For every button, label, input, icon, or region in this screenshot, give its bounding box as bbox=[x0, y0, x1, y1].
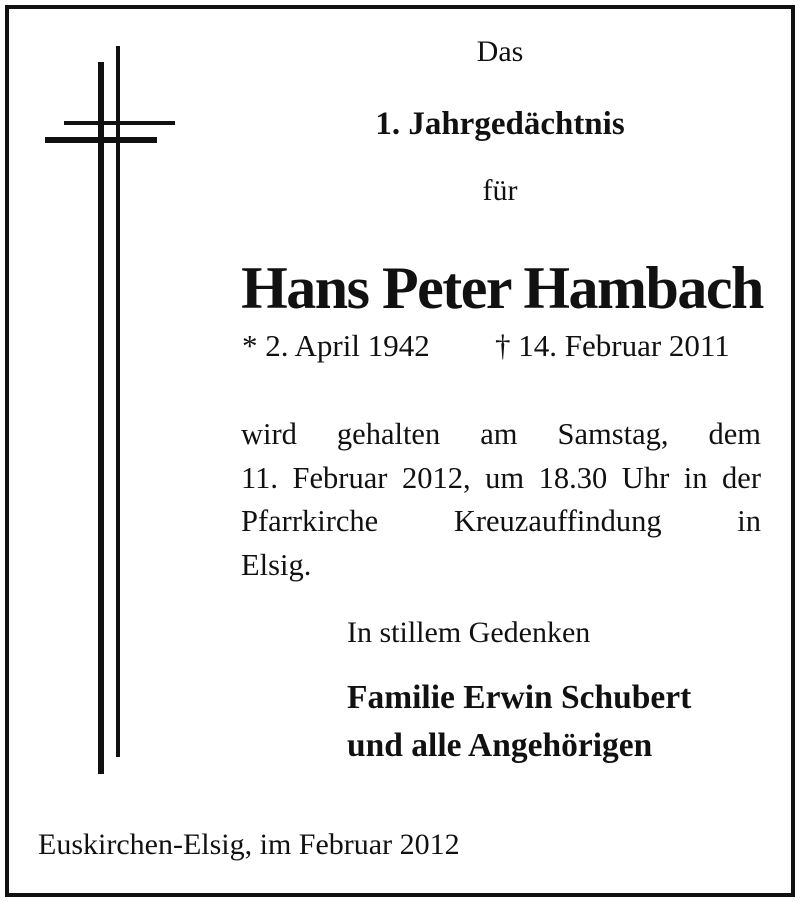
cross-front-vertical-bar bbox=[98, 62, 104, 774]
closing-phrase: In stillem Gedenken bbox=[347, 616, 591, 649]
service-details-line: Pfarrkirche Kreuzauffindung in bbox=[241, 504, 761, 538]
service-details-line: 11. Februar 2012, um 18.30 Uhr in der bbox=[241, 460, 761, 495]
intro-text: Das bbox=[476, 35, 524, 68]
family-line: Familie Erwin Schubert bbox=[347, 679, 692, 716]
place-and-date: Euskirchen-Elsig, im Februar 2012 bbox=[38, 828, 460, 861]
service-details bbox=[241, 413, 761, 587]
service-details-line: Elsig. bbox=[241, 547, 312, 582]
for-text: für bbox=[482, 174, 518, 207]
birth-date: * 2. April 1942 bbox=[242, 328, 430, 363]
cross-front-horizontal-bar bbox=[45, 137, 157, 143]
death-date: † 14. Februar 2011 bbox=[495, 328, 730, 363]
cross-back-vertical-bar bbox=[116, 46, 120, 757]
deceased-name: Hans Peter Hambach bbox=[241, 255, 763, 321]
family-line: und alle Angehörigen bbox=[347, 727, 653, 764]
cross-back-horizontal-bar bbox=[64, 121, 175, 125]
family-signature bbox=[347, 674, 691, 770]
anniversary-heading: 1. Jahrgedächtnis bbox=[375, 106, 625, 142]
service-details-line: wird gehalten am Samstag, dem bbox=[241, 417, 761, 451]
